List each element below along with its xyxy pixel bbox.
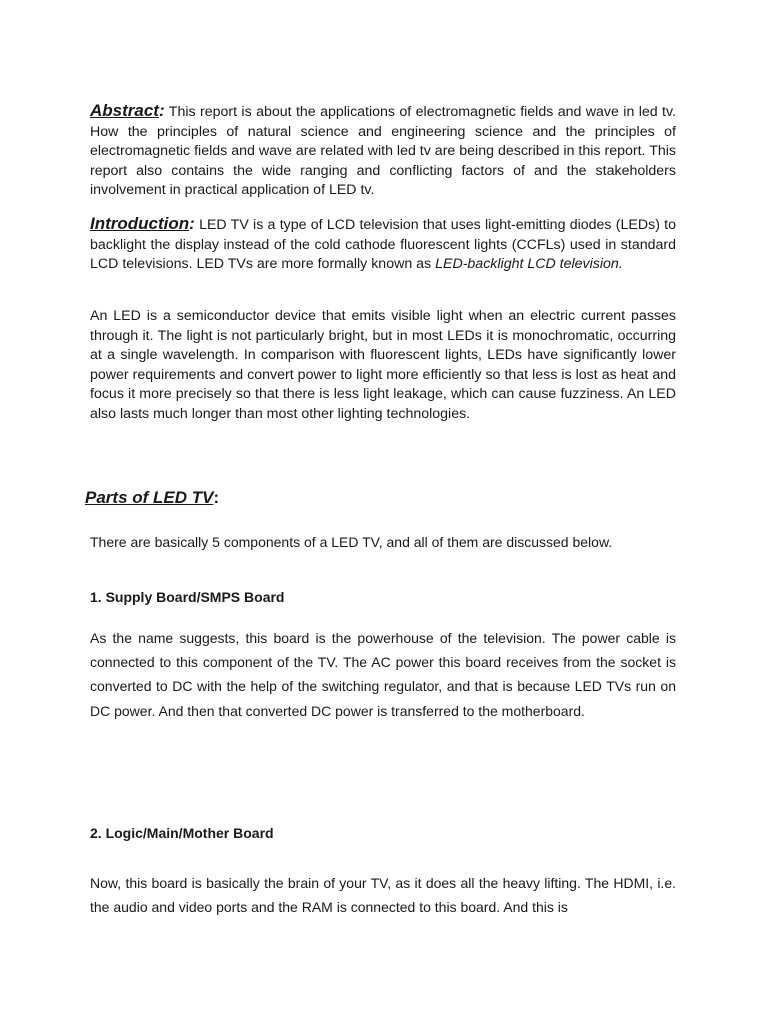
introduction-emphasis: LED-backlight LCD television — [435, 256, 619, 272]
abstract-paragraph — [90, 101, 676, 201]
abstract-heading: Abstract — [90, 101, 159, 120]
section-heading-supply-board: 1. Supply Board/SMPS Board — [90, 589, 285, 605]
abstract-text: This report is about the applications of electromagnetic fields and wave in led tv. How the principles of natural science and engineering science and the principles of electromagnetic fields and wave are related with led tv are being described in this report. This report also contains the wide ranging and conflicting factors of and the stakeholders involvement in practical application of LED tv. — [90, 104, 676, 198]
abstract-heading-colon: : — [158, 101, 165, 120]
led-description-paragraph: An LED is a semiconductor device that emits visible light when an electric current passes through it. The light is not particularly bright, but in most LEDs it is monochromatic, occurring at a single wavelength. In comparison with fluorescent lights, LEDs have significantly lower power requirements and convert power to light more efficiently so that less is lost as heat and focus it more precisely so that there is less light leakage, which can cause fuzziness. An LED also lasts much longer than most other lighting technologies. — [90, 308, 676, 422]
introduction-heading-colon: : — [189, 214, 195, 233]
section-body-logic-board: Now, this board is basically the brain of your TV, as it does all the heavy lifting. The HDMI, i.e. the audio and video ports and the RAM is connected to this board. And this is — [90, 875, 676, 916]
parts-heading-text: Parts of LED TV — [85, 488, 214, 507]
introduction-text: LED TV is a type of LCD television that uses light-emitting diodes (LEDs) to backlight the display instead of the cold cathode fluorescent lights (CCFLs) used in standard LCD televisions. LED TVs are more formally known as — [90, 217, 676, 272]
section-heading-logic-board: 2. Logic/Main/Mother Board — [90, 825, 274, 841]
parts-heading-colon: : — [213, 488, 220, 507]
introduction-end: . — [618, 256, 623, 272]
parts-heading — [85, 488, 219, 508]
parts-intro-paragraph: There are basically 5 components of a LED TV, and all of them are discussed below. — [90, 534, 613, 550]
introduction-paragraph — [90, 214, 676, 275]
section-body-supply-board: As the name suggests, this board is the powerhouse of the television. The power cable is connected to this component of the TV. The AC power this board receives from the socket is converted to DC with the help of the switching regulator, and that is because LED TVs run on DC power. And then that converted DC power is transferred to the motherboard. — [90, 630, 676, 719]
introduction-heading: Introduction — [90, 214, 190, 233]
